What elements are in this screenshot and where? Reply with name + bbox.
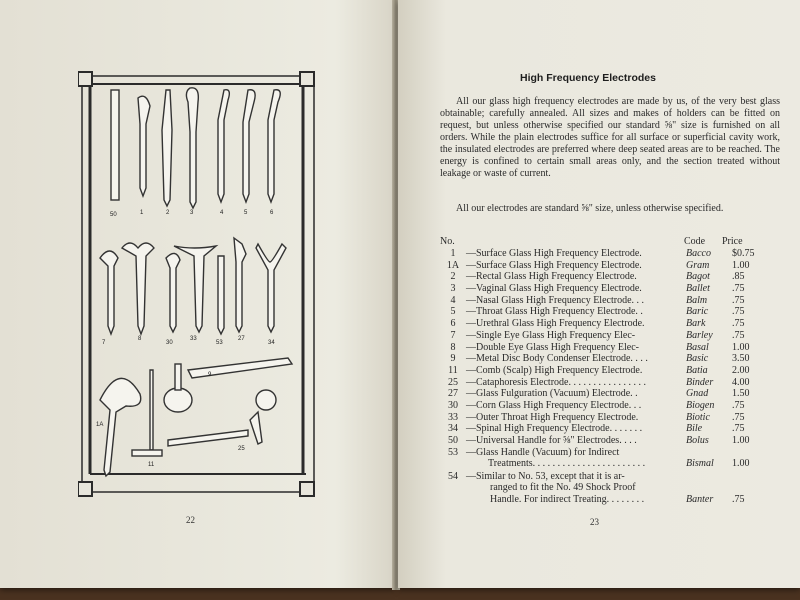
item-number: 30 <box>448 399 458 411</box>
item-number: 11 <box>448 364 458 376</box>
item-code: Basal <box>686 341 709 353</box>
figure-label: 53 <box>216 340 223 346</box>
item-price: .75 <box>732 411 745 423</box>
item-description: —Glass Fulguration (Vacuum) Electrode. . <box>466 388 638 400</box>
item-description: —Outer Throat High Frequency Electrode. <box>466 411 639 423</box>
item-description: —Metal Disc Body Condenser Electrode. . . . <box>466 353 648 365</box>
item-number: 54 <box>448 470 458 482</box>
item-description: —Cataphoresis Electrode. . . . . . . . . . . . . . . . <box>466 376 646 388</box>
list-item <box>440 271 780 283</box>
item-description: —Glass Handle (Vacuum) for Indirect <box>466 446 620 458</box>
item-description: —Surface Glass High Frequency Electrode. <box>466 259 642 271</box>
figure-label: 50 <box>110 212 117 218</box>
item-price: .75 <box>732 294 745 306</box>
list-item <box>440 318 780 330</box>
item-price: 2.00 <box>732 364 750 376</box>
item-description: —Single Eye Glass High Frequency Elec- <box>466 329 636 341</box>
list-item <box>440 306 780 318</box>
item-number: 1 <box>450 248 456 259</box>
list-item <box>440 423 780 435</box>
figure-label: 27 <box>238 336 245 342</box>
item-number: 53 <box>448 446 458 458</box>
item-code: Biotic <box>686 411 710 423</box>
list-item <box>440 400 780 412</box>
item-price: .85 <box>732 271 745 283</box>
figure-label: 2 <box>166 210 170 216</box>
item-price: .75 <box>732 423 745 435</box>
list-item <box>440 342 780 354</box>
list-item <box>440 260 780 272</box>
column-header-price: Price <box>722 236 743 247</box>
item-number: 34 <box>448 423 458 435</box>
list-item <box>440 283 780 295</box>
item-code: Biogen <box>686 399 715 411</box>
item-number: 25 <box>448 376 458 388</box>
item-description: —Spinal High Frequency Electrode. . . . . . . <box>466 423 643 435</box>
page-title: High Frequency Electrodes <box>520 72 656 84</box>
figure-label: 1A <box>96 422 104 428</box>
size-note-paragraph: All our electrodes are standard ⅝" size, unless otherwise specified. <box>456 203 724 214</box>
item-description: —Vaginal Glass High Frequency Electrode. <box>466 283 642 295</box>
list-item <box>440 248 780 260</box>
list-item <box>440 377 780 389</box>
page-number-right: 23 <box>590 517 599 527</box>
item-code: Batia <box>686 364 708 376</box>
item-description: —Urethral Glass High Frequency Electrode. <box>466 318 645 330</box>
electrode-price-list <box>440 248 780 507</box>
item-description: —Corn Glass High Frequency Electrode. . . <box>466 399 642 411</box>
list-item <box>440 447 780 471</box>
figure-label: 34 <box>268 340 275 346</box>
intro-paragraph: All our glass high frequency electrodes are made by us, of the very best glass obtainable; carefully annealed. All sizes and makes of holders can be fitted on request, but unless otherwise specified our standard ⅝" size is furnished on all orders. While the plain electrodes suffice for all surface or superficial cavity work, the insulated electrodes are preferred where deep seated areas are to be reached. The energy is confined to certain small areas only, and the section treated without leakage or waste of current. <box>440 96 780 179</box>
figure-label: 30 <box>166 340 173 346</box>
item-code: Bismal <box>686 458 714 470</box>
item-description: —Similar to No. 53, except that it is ar- <box>466 470 625 482</box>
electrode-illustration <box>78 70 318 500</box>
column-header-code: Code <box>684 236 706 247</box>
item-code: Bile <box>686 423 703 435</box>
item-code: Bacco <box>686 248 711 259</box>
figure-label: 11 <box>148 462 155 468</box>
item-description: —Nasal Glass High Frequency Electrode. . . <box>466 294 645 306</box>
item-price: 3.50 <box>732 353 750 365</box>
item-price: .75 <box>732 329 745 341</box>
item-price: 4.00 <box>732 376 750 388</box>
item-code: Gnad <box>686 388 709 400</box>
item-description: —Surface Glass High Frequency Electrode. <box>466 248 642 259</box>
figure-label: 7 <box>102 340 106 346</box>
item-price: .75 <box>732 399 745 411</box>
column-header-no: No. <box>440 236 455 247</box>
item-number: 4 <box>450 294 456 306</box>
item-code: Binder <box>686 376 714 388</box>
electrode-illustration-plate <box>78 70 318 500</box>
figure-label: 25 <box>238 446 245 452</box>
page-number-left: 22 <box>186 515 195 525</box>
item-number: 27 <box>448 388 458 400</box>
item-price: $0.75 <box>732 248 755 259</box>
item-number: 2 <box>450 271 456 283</box>
item-price: 1.50 <box>732 388 750 400</box>
list-item <box>440 365 780 377</box>
figure-label: 6 <box>270 210 274 216</box>
item-code: Basic <box>686 353 709 365</box>
item-number: 3 <box>450 283 456 295</box>
item-code: Bark <box>686 318 706 330</box>
item-description: —Comb (Scalp) High Frequency Electrode. <box>466 364 643 376</box>
list-item <box>440 435 780 447</box>
item-description-continued: Handle. For indirect Treating. . . . . . . . <box>490 494 645 506</box>
figure-label: 33 <box>190 336 197 342</box>
item-number: 8 <box>450 341 456 353</box>
item-code: Balm <box>686 294 708 306</box>
item-description-continued: Treatments. . . . . . . . . . . . . . . . . . . . . . . <box>488 458 646 470</box>
item-price: .75 <box>732 283 745 295</box>
item-price: .75 <box>732 318 745 330</box>
item-price: 1.00 <box>732 458 750 470</box>
item-description: —Double Eye Glass High Frequency Elec- <box>466 341 640 353</box>
item-code: Bolus <box>686 435 709 446</box>
item-number: 1A <box>446 259 460 271</box>
item-code: Banter <box>686 494 714 506</box>
item-price: 1.00 <box>732 435 750 446</box>
item-price: 1.00 <box>732 259 750 271</box>
left-page <box>0 0 395 588</box>
item-code: Ballet <box>686 283 710 295</box>
list-item <box>440 295 780 307</box>
item-code: Bagot <box>686 271 710 283</box>
list-item <box>440 471 780 507</box>
list-item <box>440 412 780 424</box>
list-item <box>440 388 780 400</box>
item-description-continued: ranged to fit the No. 49 Shock Proof <box>490 482 636 494</box>
item-description: —Universal Handle for ⅝" Electrodes. . . . <box>466 435 637 446</box>
item-price: .75 <box>732 306 745 318</box>
figure-label: 8 <box>138 336 142 342</box>
list-item <box>440 353 780 365</box>
figure-label: 1 <box>140 210 144 216</box>
item-code: Baric <box>686 306 709 318</box>
item-code: Gram <box>686 259 710 271</box>
item-number: 33 <box>448 411 458 423</box>
figure-label: 3 <box>190 210 194 216</box>
figure-label: 9 <box>208 372 212 378</box>
item-description: —Rectal Glass High Frequency Electrode. <box>466 271 637 283</box>
item-description: —Throat Glass High Frequency Electrode. . <box>466 306 643 318</box>
figure-label: 5 <box>244 210 248 216</box>
item-price: 1.00 <box>732 341 750 353</box>
item-price: .75 <box>732 494 745 506</box>
item-number: 9 <box>450 353 456 365</box>
item-code: Barley <box>686 329 713 341</box>
item-number: 6 <box>450 318 456 330</box>
item-number: 50 <box>448 435 458 446</box>
item-number: 5 <box>450 306 456 318</box>
list-item <box>440 330 780 342</box>
item-number: 7 <box>450 329 456 341</box>
figure-label: 4 <box>220 210 224 216</box>
